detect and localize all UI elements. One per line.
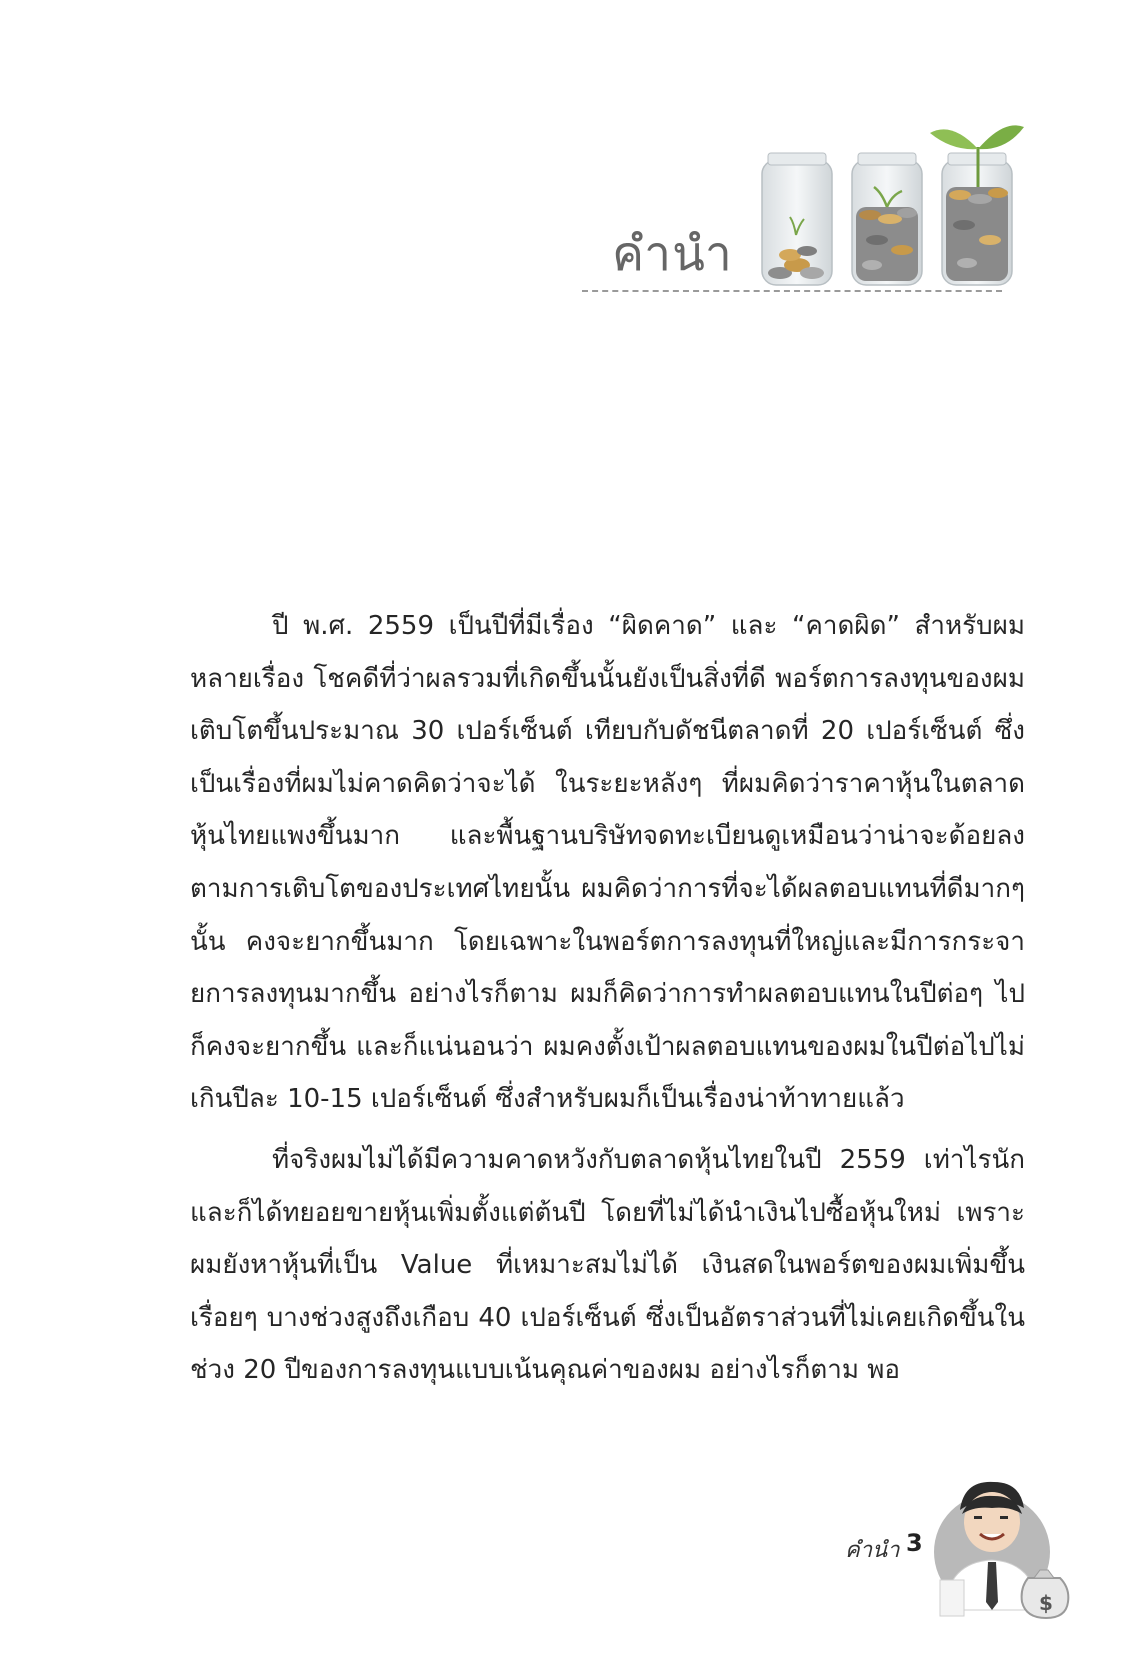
paragraph-2: ที่จริงผมไม่ได้มีความคาดหวังกับตลาดหุ้นไทยในปี 2559 เท่าไรนัก และก็ได้ทยอยขายหุ้นเพิ่มตั้งแต่ต้นปี โดยที่ไม่ได้นำเงินไปซื้อหุ้นใหม่ เพราะผมยังหาหุ้นที่เป็น Value ที่เหมาะสมไม่ได้ เงินสดในพอร์ตของผมเพิ่มขึ้นเรื่อยๆ บางช่วงสูงถึงเกือบ 40 เปอร์เซ็นต์ ซึ่งเป็นอัตราส่วนที่ไม่เคยเกิดขึ้นในช่วง 20 ปีของการลงทุนแบบเน้นคุณค่าของผม อย่างไรก็ตาม พอ — [190, 1144, 1025, 1386]
svg-text:$: $ — [1039, 1591, 1053, 1615]
jar-small-icon — [762, 153, 832, 285]
paragraph-1: ปี พ.ศ. 2559 เป็นปีที่มีเรื่อง “ผิดคาด” และ “คาดผิด” สำหรับผมหลายเรื่อง โชคดีที่ว่าผลรวมที่เกิดขึ้นนั้นยังเป็นสิ่งที่ดี พอร์ตการลงทุนของผมเติบโตขึ้นประมาณ 30 เปอร์เซ็นต์ เทียบกับดัชนีตลาดที่ 20 เปอร์เซ็นต์ ซึ่งเป็นเรื่องที่ผมไม่คาดคิดว่าจะได้ ในระยะหลังๆ ที่ผมคิดว่าราคาหุ้นในตลาดหุ้นไทยแพงขึ้นมาก และพื้นฐานบริษัทจดทะเบียนดูเหมือนว่าน่าจะด้อยลงตามการเติบโตของประเทศไทยนั้น ผมคิดว่าการที่จะได้ผลตอบแทนที่ดีมากๆ นั้น คงจะยากขึ้นมาก โดยเฉพาะในพอร์ตการลงทุนที่ใหญ่และมีการกระจายการลงทุนมากขึ้น อย่างไรก็ตาม ผมก็คิดว่าการทำผลตอบแทนในปีต่อๆ ไปก็คงจะยากขึ้น และก็แน่นอนว่า ผมคงตั้งเป้าผลตอบแทนของผมในปีต่อไปไม่เกินปีละ 10-15 เปอร์เซ็นต์ ซึ่งสำหรับผมก็เป็นเรื่องน่าท้าทายแล้ว — [190, 611, 1025, 1115]
footer-section-label: คำนำ — [845, 1538, 900, 1563]
coin-jars-illustration — [752, 115, 1027, 300]
page-number: 3 — [906, 1529, 923, 1557]
businessman-money-bag-icon — [930, 1470, 1070, 1620]
jar-medium-icon — [852, 153, 922, 285]
title-divider — [582, 290, 1002, 292]
jar-large-icon — [930, 125, 1024, 285]
page-title: คำนำ — [612, 226, 733, 282]
body-text — [190, 600, 1025, 1405]
